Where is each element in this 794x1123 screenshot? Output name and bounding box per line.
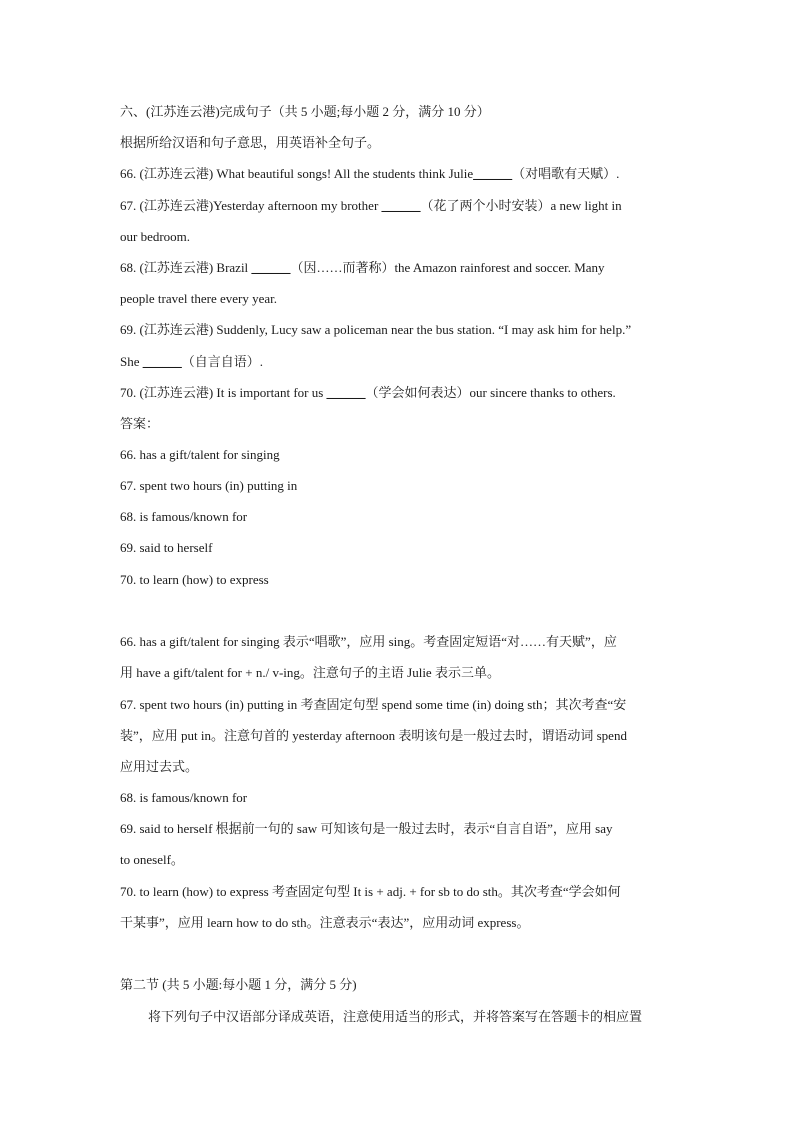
question-text: 67. (江苏连云港)Yesterday afternoon my brother [120, 198, 379, 213]
explanation-line: 应用过去式。 [120, 759, 199, 774]
question-text: 66. (江苏连云港) What beautiful songs! All the students think Julie [120, 166, 474, 181]
answers-label: 答案： [120, 416, 160, 431]
answer-blank: ______ [473, 166, 513, 181]
answer-item: 67. spent two hours (in) putting in [120, 478, 298, 493]
explanation-line: 66. has a gift/talent for singing 表示“唱歌”，应用 sing。考查固定短语“对……有天赋”，应 [120, 634, 617, 649]
explanation-line: 68. is famous/known for [120, 790, 248, 805]
answer-item: 66. has a gift/talent for singing [120, 447, 280, 462]
question-68 [120, 258, 676, 278]
answer-blank: ______ [142, 354, 182, 369]
question-70 [120, 383, 676, 403]
question-text: She [120, 354, 140, 369]
question-hint: （花了两个小时安装）a new light in [420, 198, 622, 213]
question-text: 70. (江苏连云港) It is important for us [120, 385, 324, 400]
question-68-cont: people travel there every year. [120, 291, 277, 306]
answer-blank: ______ [326, 385, 366, 400]
section2-heading: 第二节 (共 5 小题:每小题 1 分，满分 5 分) [120, 977, 357, 992]
question-69-cont [120, 352, 676, 372]
question-67 [120, 196, 676, 216]
answer-item: 70. to learn (how) to express [120, 572, 269, 587]
question-69: 69. (江苏连云港) Suddenly, Lucy saw a policeman near the bus station. “I may ask him for help.” [120, 322, 632, 337]
section2-instruction: 将下列句子中汉语部分译成英语，注意使用适当的形式，并将答案写在答题卡的相应置 [148, 1009, 643, 1024]
section6-instruction: 根据所给汉语和句子意思，用英语补全句子。 [120, 135, 381, 150]
explanation-line: 70. to learn (how) to express 考查固定句型 It is + adj. + for sb to do sth。其次考查“学会如何 [120, 884, 621, 899]
section6-heading: 六、(江苏连云港)完成句子（共 5 小题;每小题 2 分，满分 10 分） [120, 104, 490, 119]
answer-item: 68. is famous/known for [120, 509, 248, 524]
question-66 [120, 164, 676, 184]
question-67-cont: our bedroom. [120, 229, 191, 244]
question-hint: （因……而著称）the Amazon rainforest and soccer. Many [290, 260, 605, 275]
question-hint: （学会如何表达）our sincere thanks to others. [365, 385, 616, 400]
explanation-line: 67. spent two hours (in) putting in 考查固定句型 spend some time (in) doing sth；其次考查“安 [120, 697, 627, 712]
answer-blank: ______ [251, 260, 291, 275]
explanation-line: to oneself。 [120, 852, 184, 867]
question-hint: （自言自语）. [181, 354, 264, 369]
question-text: 68. (江苏连云港) Brazil [120, 260, 249, 275]
explanation-line: 69. said to herself 根据前一句的 saw 可知该句是一般过去时，表示“自言自语”，应用 say [120, 821, 613, 836]
answer-item: 69. said to herself [120, 540, 213, 555]
explanation-line: 干某事”，应用 learn how to do sth。注意表示“表达”，应用动词 express。 [120, 915, 530, 930]
question-hint: （对唱歌有天赋）. [512, 166, 620, 181]
answer-blank: ______ [381, 198, 421, 213]
explanation-line: 用 have a gift/talent for + n./ v-ing。注意句子的主语 Julie 表示三单。 [120, 665, 500, 680]
explanation-line: 装”，应用 put in。注意句首的 yesterday afternoon 表明该句是一般过去时，谓语动词 spend [120, 728, 627, 743]
